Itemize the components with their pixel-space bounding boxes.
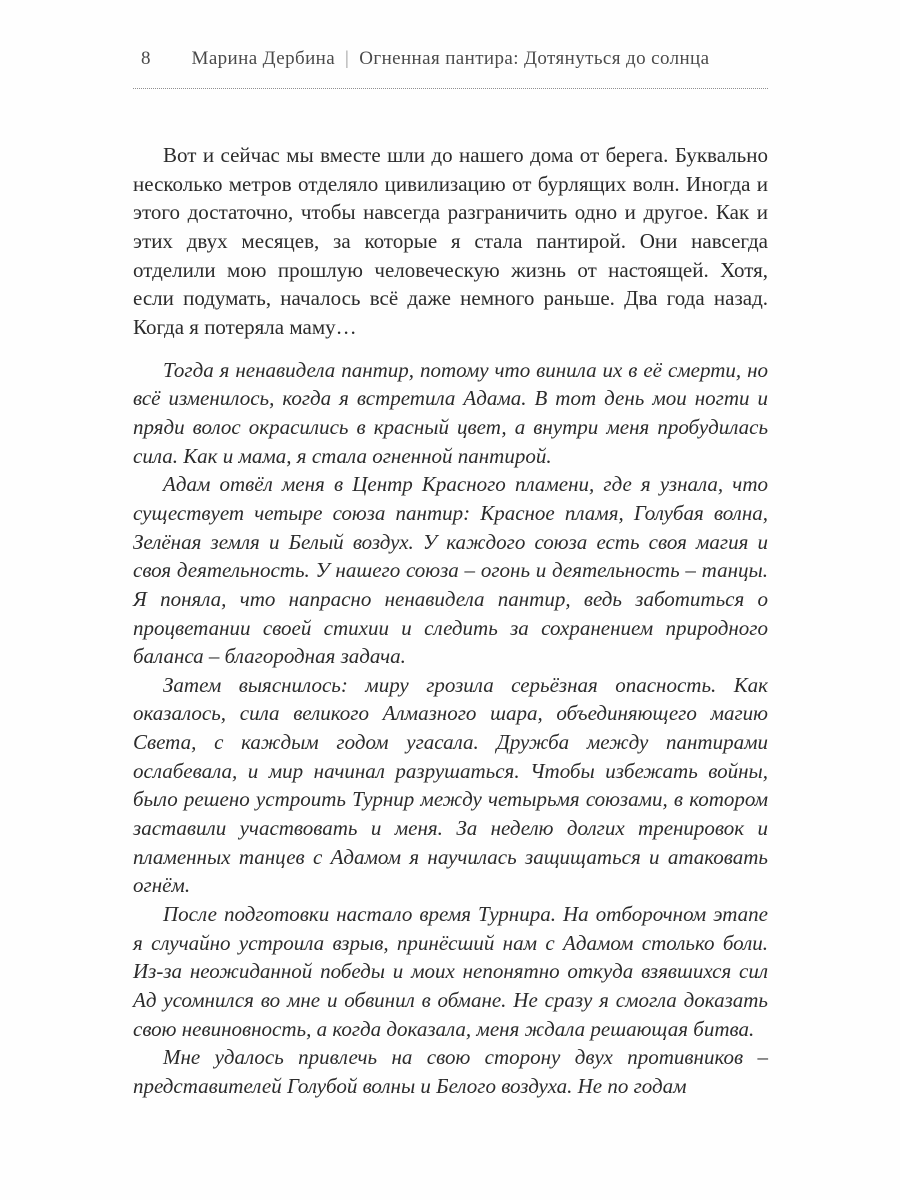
paragraph-recap-5: Мне удалось привлечь на свою сторону двух противников – представителей Голубой волны и Белого воздуха. Не по годам — [133, 1045, 768, 1098]
header-divider: | — [345, 48, 350, 69]
paragraph-recap-4: После подготовки настало время Турнира. На отборочном этапе я случайно устроила взрыв, принёсший нам с Адамом столько боли. Из-за неожиданной победы и моих непонятно откуда взявшихся сил Ад усомнился во мне и обвинил в обмане. Не сразу я смогла доказать свою невиновность, а когда доказала, меня ждала решающая битва. — [133, 902, 768, 1041]
running-header — [133, 48, 768, 72]
paragraph-recap-2: Адам отвёл меня в Центр Красного пламени, где я узнала, что существует четыре союза пантир: Красное пламя, Голубая волна, Зелёная земля и Белый воздух. У каждого союза есть своя магия и своя деятельность. У нашего союза – огонь и деятельность – танцы. Я поняла, что напрасно ненавидела пантир, ведь заботиться о процветании своей стихии и следить за сохранением природного баланса – благородная задача. — [133, 472, 768, 669]
page-body — [133, 141, 768, 1101]
paragraph-narration: Вот и сейчас мы вместе шли до нашего дома от берега. Буквально несколько метров отделяло цивилизацию от бурлящих волн. Иногда и этого достаточно, чтобы навсегда разграничить одно и другое. Как и этих двух месяцев, за которые я стала пантирой. Они навсегда отделили мою прошлую человеческую жизнь от настоящей. Хотя, если подумать, началось всё даже немного раньше. Два года назад. Когда я потеряла маму… — [133, 143, 768, 339]
page-number: 8 — [141, 48, 151, 69]
paragraph-recap-3: Затем выяснилось: миру грозила серьёзная опасность. Как оказалось, сила великого Алмазного шара, объединяющего магию Света, с каждым годом угасала. Дружба между пантирами ослабевала, и мир начинал разрушаться. Чтобы избежать войны, было решено устроить Турнир между четырьмя союзами, в котором заставили участвовать и меня. За неделю долгих тренировок и пламенных танцев с Адамом я научилась защищаться и атаковать огнём. — [133, 672, 768, 898]
header-book-title: Огненная пантира: Дотянуться до солнца — [359, 48, 710, 69]
header-author: Марина Дербина — [191, 48, 336, 69]
header-rule — [133, 88, 768, 89]
paragraph-recap-1: Тогда я ненавидела пантир, потому что винила их в её смерти, но всё изменилось, когда я встретила Адама. В тот день мои ногти и пряди волос окрасились в красный цвет, а внутри меня пробудилась сила. Как и мама, я стала огненной пантирой. — [133, 357, 768, 468]
